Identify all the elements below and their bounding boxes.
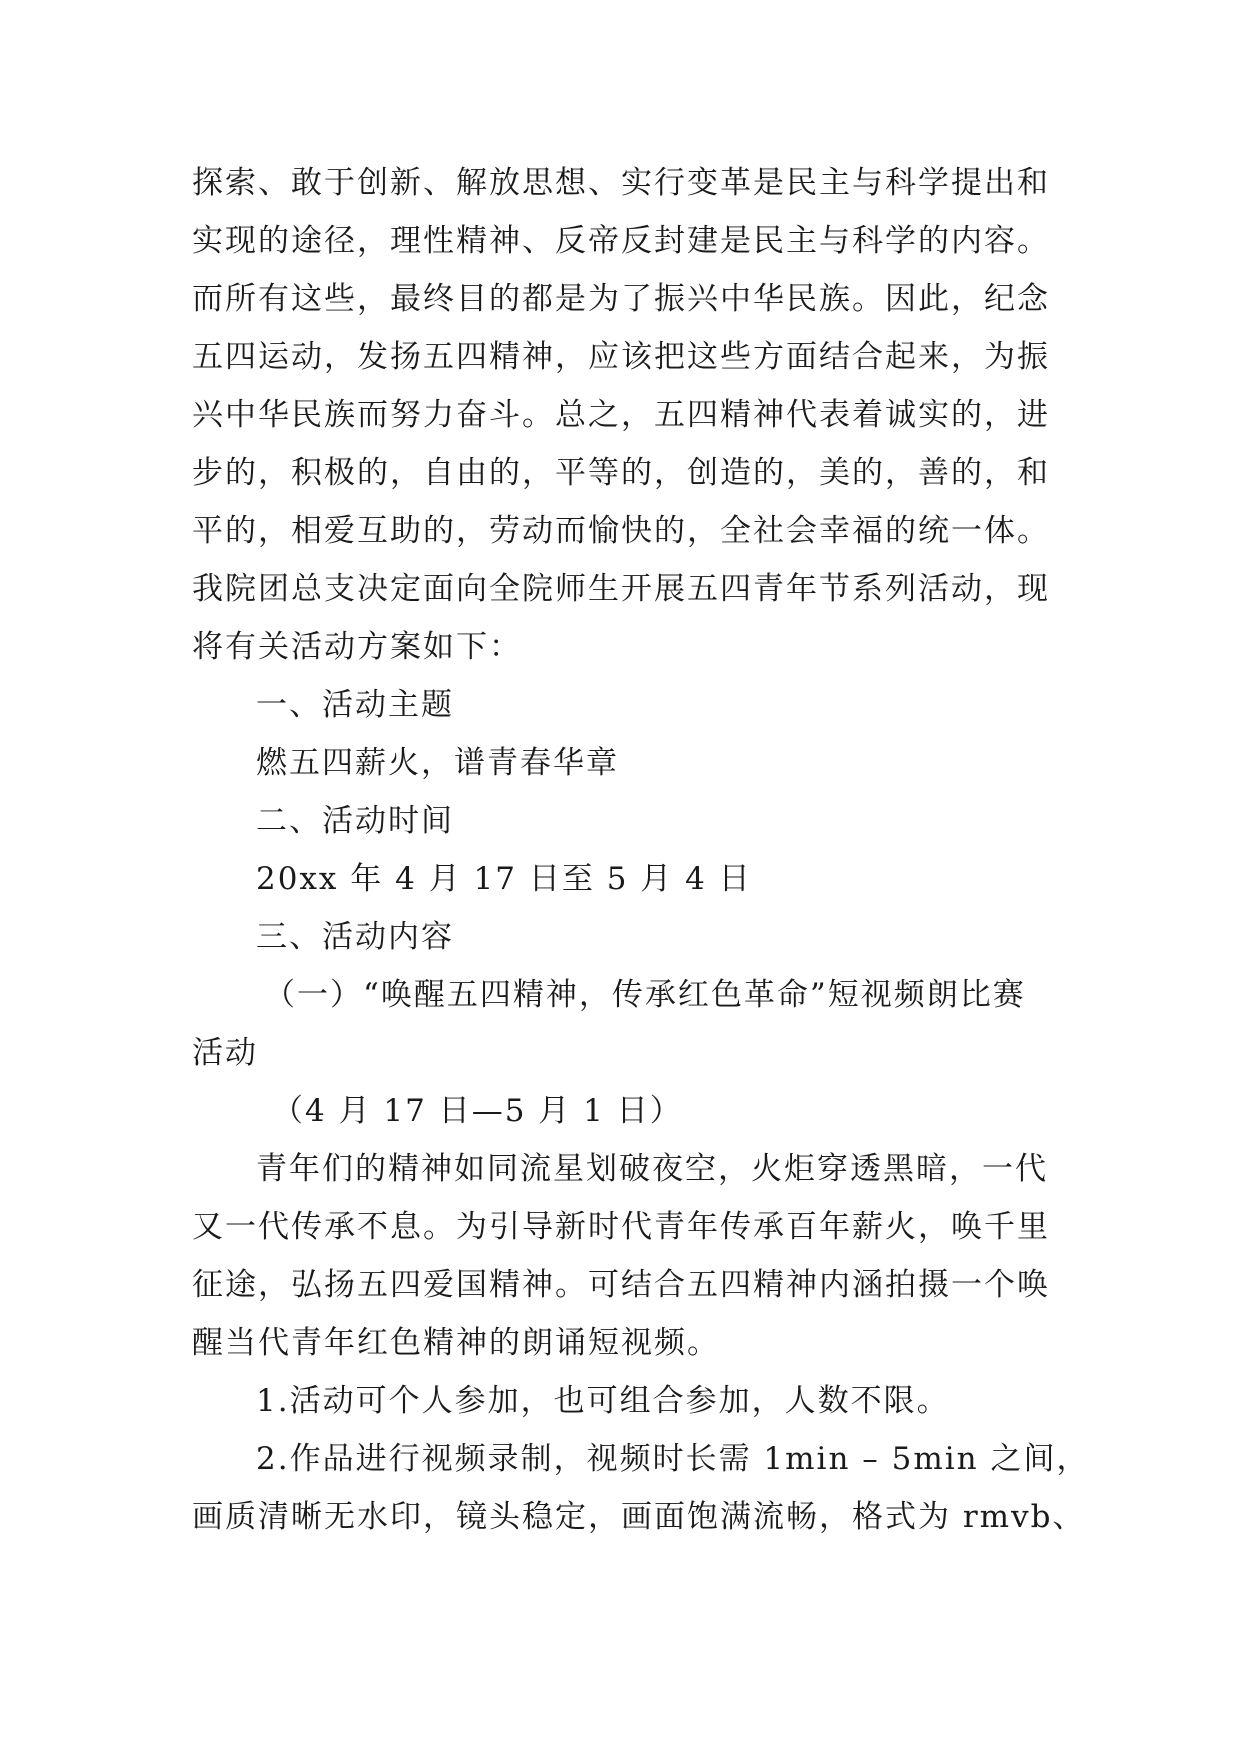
text-line: 青年们的精神如同流星划破夜空，火炬穿透黑暗，一代 — [256, 1151, 1048, 1187]
text-line: 探索、敢于创新、解放思想、实行变革是民主与科学提出和 — [192, 165, 1050, 201]
text-line: 我院团总支决定面向全院师生开展五四青年节系列活动，现 — [192, 571, 1050, 607]
subsection-date: （4 月 17 日—5 月 1 日） — [272, 1093, 683, 1129]
text-line: 征途，弘扬五四爱国精神。可结合五四精神内涵拍摄一个唤 — [192, 1267, 1050, 1303]
text-line: 醒当代青年红色精神的朗诵短视频。 — [192, 1325, 720, 1361]
theme-text: 燃五四薪火，谱青春华章 — [256, 745, 619, 781]
date-range-text: 20xx 年 4 月 17 日至 5 月 4 日 — [256, 861, 752, 897]
subsection-heading: （一）“唤醒五四精神，传承红色革命”短视频朗比赛 — [264, 977, 1026, 1013]
section-heading: 一、活动主题 — [256, 687, 454, 723]
text-line: 平的，相爱互助的，劳动而愉快的，全社会幸福的统一体。 — [192, 513, 1050, 549]
text-line: 而所有这些，最终目的都是为了振兴中华民族。因此，纪念 — [192, 281, 1050, 317]
text-line: 活动 — [192, 1035, 258, 1071]
text-line: 实现的途径，理性精神、反帝反封建是民主与科学的内容。 — [192, 223, 1050, 259]
section-heading: 三、活动内容 — [256, 919, 454, 955]
text-line: 步的，积极的，自由的，平等的，创造的，美的，善的，和 — [192, 455, 1050, 491]
list-item: 1.活动可个人参加，也可组合参加，人数不限。 — [256, 1383, 950, 1419]
text-line: 五四运动，发扬五四精神，应该把这些方面结合起来，为振 — [192, 339, 1050, 375]
text-line: 兴中华民族而努力奋斗。总之，五四精神代表着诚实的，进 — [192, 397, 1050, 433]
text-line: 又一代传承不息。为引导新时代青年传承百年薪火，唤千里 — [192, 1209, 1050, 1245]
text-line: 画质清晰无水印，镜头稳定，画面饱满流畅，格式为 rmvb、 — [192, 1499, 1086, 1535]
list-item: 2.作品进行视频录制，视频时长需 1min – 5min 之间， — [256, 1441, 1090, 1477]
document-body — [192, 154, 1090, 1546]
text-line: 将有关活动方案如下： — [192, 629, 522, 665]
section-heading: 二、活动时间 — [256, 803, 454, 839]
